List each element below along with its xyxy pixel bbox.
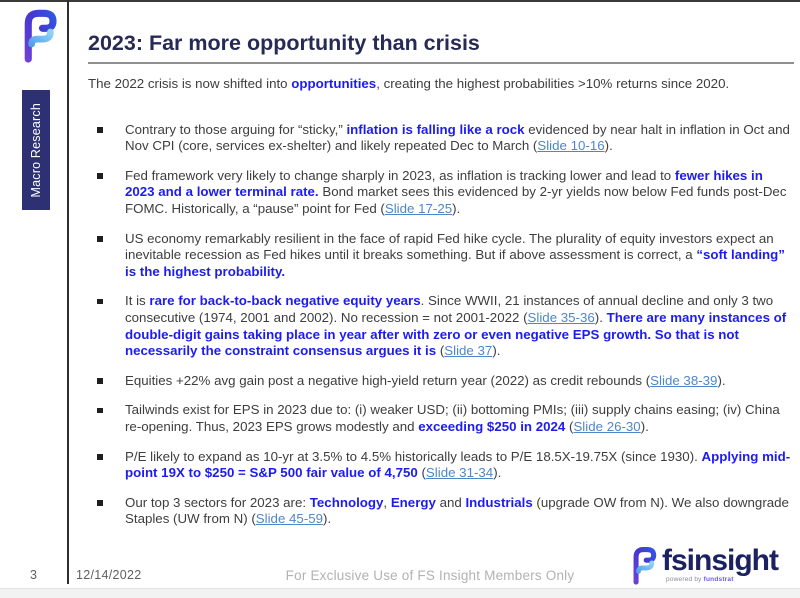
tagline-prefix: powered by: [666, 576, 704, 584]
highlight-text: Applying mid-point 19X to $250 = S&P 500 fair value of 4,750: [125, 448, 791, 481]
fsinsight-wordmark: [662, 546, 778, 584]
text-run: and: [435, 494, 466, 510]
slide-link[interactable]: Slide 38-39: [650, 372, 718, 388]
text-run: ).: [604, 138, 613, 154]
text-run: (upgrade OW from N). We also downgrade Staples (UW from N) (: [125, 494, 789, 527]
bullet-item: [88, 122, 794, 155]
title-underline: [88, 62, 794, 64]
text-run: Bond market sees this evidenced by 2-yr yields now below Fed funds post-Dec FOMC. Historically, a “pause” point for Fed (: [125, 184, 787, 216]
text-run: ).: [493, 465, 502, 481]
fsinsight-glyph-icon: [627, 543, 659, 587]
text-run: ).: [492, 343, 501, 359]
text-run: The 2022 crisis is now shifted into: [88, 76, 292, 91]
slide-link[interactable]: Slide 31-34: [425, 465, 494, 481]
fsinsight-logo: [627, 543, 778, 587]
slide-link[interactable]: Slide 10-16: [537, 138, 605, 154]
text-run: ).: [452, 200, 461, 216]
text-run: It is: [125, 293, 150, 309]
slide-link[interactable]: Slide 35-36: [527, 309, 595, 325]
text-run: Contrary to those arguing for “sticky,”: [125, 121, 347, 137]
text-run: (: [417, 465, 426, 481]
bottom-edge-bar: [0, 588, 800, 598]
text-run: ).: [323, 511, 332, 527]
top-edge-bar: [0, 0, 800, 2]
footer-date: 12/14/2022: [76, 568, 142, 582]
text-run: ).: [640, 418, 649, 434]
highlight-text: fewer hikes in 2023 and a lower terminal rate.: [125, 167, 763, 200]
text-run: Fed framework very likely to change sharply in 2023, as inflation is tracking lower and lead to: [125, 167, 675, 183]
highlight-text: inflation is falling like a rock: [346, 121, 525, 137]
highlight-text: rare for back-to-back negative equity years: [149, 293, 421, 309]
highlight-text: Energy: [390, 494, 436, 510]
tagline-brand: fundstrat: [703, 576, 734, 584]
slide-link[interactable]: Slide 45-59: [255, 511, 324, 527]
bullet-item: [88, 373, 794, 390]
footer-disclaimer: For Exclusive Use of FS Insight Members Only: [285, 568, 575, 583]
macro-research-badge: [22, 90, 50, 210]
text-run: ).: [717, 372, 726, 388]
fsinsight-brand-text: fsinsight: [662, 544, 778, 578]
highlight-text: “soft landing” is the highest probability.: [125, 247, 785, 279]
bullet-item: [88, 495, 794, 528]
text-run: Equities +22% avg gain post a negative high-yield return year (2022) as credit rebounds (: [125, 372, 651, 388]
text-run: Tailwinds exist for EPS in 2023 due to: (i) weaker USD; (ii) bottoming PMIs; (iii) supply chains easing; (iv) China re-opening. Thus, 2023 EPS grows modestly and: [125, 402, 780, 434]
text-run: US economy remarkably resilient in the face of rapid Fed hike cycle. The plurality of equity investors expect an inevitable recession as Fed hikes until it breaks something. But if above assessment is correct, a: [125, 230, 774, 263]
page-title: 2023: Far more opportunity than crisis: [88, 31, 480, 55]
highlight-text: Industrials: [465, 494, 533, 510]
text-run: . Since WWII, 21 instances of annual decline and only 3 two consecutive (1974, 2001 and 2002). No recession = not 2001-2022 (: [125, 293, 774, 325]
slide-link[interactable]: Slide 37: [444, 343, 493, 359]
bullet-item: [88, 231, 794, 281]
highlight-text: There are many instances of double-digit gains taking place in year after with zero or even negative EPS growth. So that is not necessarily the constraint consensus argues it is: [125, 309, 787, 359]
text-run: evidenced by near halt in inflation in Oct and Nov CPI (core, services ex-shelter) and likely repeated Dec to March (: [125, 121, 790, 154]
bullet-item: [88, 293, 794, 359]
page-number: 3: [30, 568, 37, 582]
text-run: (: [565, 418, 574, 434]
highlight-text: Technology: [309, 494, 384, 510]
text-run: ).: [594, 309, 607, 325]
bullet-item: [88, 168, 794, 218]
highlight-text: opportunities: [291, 76, 377, 91]
text-run: P/E likely to expand as 10-yr at 3.5% to 4.5% historically leads to P/E 18.5X-19.75X (since 1930).: [125, 448, 702, 464]
intro-line: [88, 76, 794, 93]
text-run: , creating the highest probabilities >10% returns since 2020.: [376, 76, 730, 91]
text-run: (: [436, 343, 445, 359]
bullet-item: [88, 402, 794, 435]
macro-research-label: Macro Research: [29, 102, 43, 198]
slide-link[interactable]: Slide 26-30: [573, 418, 641, 434]
bullet-list: [88, 122, 794, 528]
text-run: ,: [383, 494, 391, 510]
text-run: Our top 3 sectors for 2023 are:: [125, 494, 310, 510]
main-content: [88, 30, 794, 541]
sidebar-divider: [67, 0, 69, 584]
fs-logo-icon: [15, 5, 61, 65]
highlight-text: exceeding $250 in 2024: [418, 418, 566, 434]
slide-link[interactable]: Slide 17-25: [384, 200, 453, 216]
bullet-item: [88, 449, 794, 482]
fsinsight-tagline: [666, 577, 778, 584]
